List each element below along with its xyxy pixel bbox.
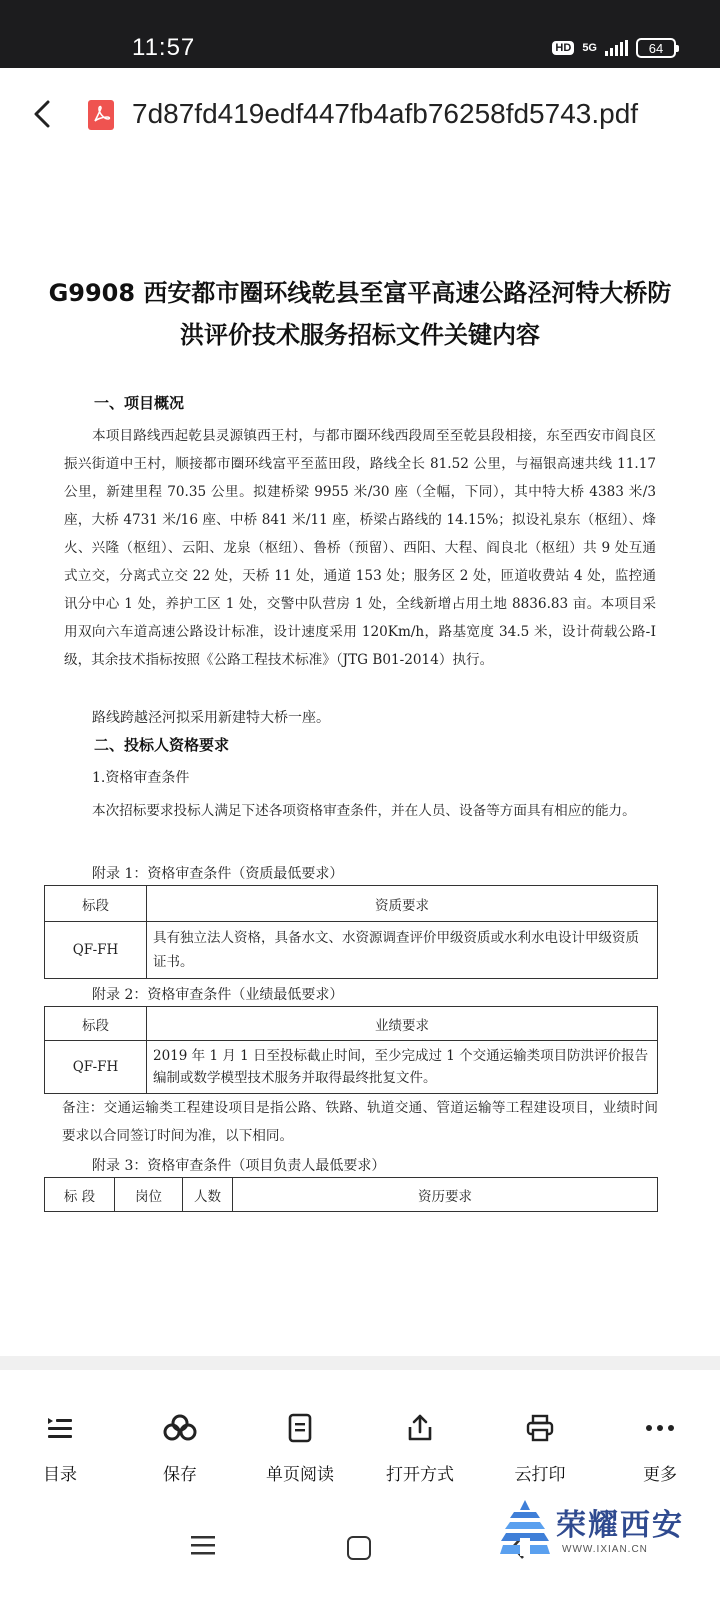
note-paragraph: 备注：交通运输类工程建设项目是指公路、铁路、轨道交通、管道运输等工程建设项目，业绩时间要求以合同签订时间为准，以下相同。 xyxy=(62,1100,658,1144)
table-header: 人数 xyxy=(183,1178,233,1212)
table-header: 资历要求 xyxy=(233,1178,658,1212)
watermark-url: WWW.IXIAN.CN xyxy=(562,1544,648,1555)
table-header: 标段 xyxy=(45,886,147,922)
appendix3-caption: 附录 3：资格审查条件（项目负责人最低要求） xyxy=(92,1158,386,1174)
toolbar-label: 更多 xyxy=(643,1465,677,1485)
section1-paragraph-2: 路线跨越泾河拟采用新建特大桥一座。 xyxy=(92,710,330,726)
table-cell: QF-FH xyxy=(45,922,147,979)
battery-icon xyxy=(636,38,676,58)
table-header: 资质要求 xyxy=(147,886,658,922)
pagoda-logo-icon xyxy=(500,1498,550,1562)
section2-heading: 二、投标人资格要求 xyxy=(94,736,230,754)
toolbar-item-toc[interactable] xyxy=(0,1400,120,1510)
table-cell: QF-FH xyxy=(45,1041,147,1094)
status-indicators xyxy=(552,38,676,58)
toolbar-item-single-page[interactable] xyxy=(240,1400,360,1510)
section2-paragraph: 本次招标要求投标人满足下述各项资格审查条件，并在人员、设备等方面具有相应的能力。 xyxy=(92,803,636,819)
list-icon xyxy=(42,1410,78,1446)
printer-icon xyxy=(522,1410,558,1446)
appendix2-table xyxy=(44,1006,658,1094)
battery-level: 64 xyxy=(648,40,664,56)
site-watermark xyxy=(500,1498,700,1568)
toolbar-item-save[interactable] xyxy=(120,1400,240,1510)
table-header: 岗位 xyxy=(115,1178,183,1212)
app-header xyxy=(0,68,720,160)
toolbar-label: 云打印 xyxy=(514,1465,566,1485)
table-header: 标 段 xyxy=(45,1178,115,1212)
watermark-text: 荣耀西安 xyxy=(556,1508,684,1543)
toolbar-item-open-with[interactable] xyxy=(360,1400,480,1510)
table-cell: 2019 年 1 月 1 日至投标截止时间，至少完成过 1 个交通运输类项目防洪评价报告编制或数学模型技术服务并取得最终批复文件。 xyxy=(147,1041,658,1094)
table-header: 业绩要求 xyxy=(147,1007,658,1041)
subsection-title: 1.资格审查条件 xyxy=(92,770,190,786)
toolbar-label: 保存 xyxy=(163,1465,197,1485)
doc-title: G9908 西安都市圈环线乾县至富平高速公路泾河特大桥防洪评价技术服务招标文件关键内容 xyxy=(48,279,672,349)
status-bar xyxy=(0,0,720,68)
bottom-toolbar xyxy=(0,1400,720,1510)
file-name: 7d87fd419edf447fb4afb76258fd5743.pdf xyxy=(132,98,639,129)
signal-icon xyxy=(605,40,628,56)
section1-paragraph: 本项目路线西起乾县灵源镇西王村，与都市圈环线西段周至至乾县段相接，东至西安市阎良区振兴街道中王村，顺接都市圈环线富平至蓝田段，路线全长 81.52 公里，与福银高速共线 11.17 公里，新建里程 70.35 公里。拟建桥梁 9955 米/30 座（全幅，下同），其中特大桥 4383 米/3 座，大桥 4731 米/16 座、中桥 841 米/11 座，桥梁占路线的 14.15%；拟设礼泉东（枢纽）、烽火、兴隆（枢纽）、云阳、龙泉（枢纽）、鲁桥（预留）、西阳、大程、阎良北（枢纽）共 9 处互通式立交，分离式立交 22 处，天桥 11 处，通道 153 处；服务区 2 处，匝道收费站 4 处，监控通讯分中心 1 处，养护工区 1 处，交警中队营房 1 处，全线新增占用土地 8836.83 亩。本项目采用双向六车道高速公路设计标准，设计速度采用 120Km/h，路基宽度 34.5 米，设计荷载公路-Ⅰ级，其余技术指标按照《公路工程技术标准》（JTG B01-2014）执行。 xyxy=(64,428,656,668)
toolbar-label: 目录 xyxy=(43,1465,77,1485)
cloud-save-icon xyxy=(162,1410,198,1446)
page-icon xyxy=(282,1410,318,1446)
hd-icon: HD xyxy=(552,41,574,55)
recents-icon[interactable] xyxy=(190,1534,216,1560)
home-icon[interactable] xyxy=(347,1536,371,1560)
appendix1-caption: 附录 1：资格审查条件（资质最低要求） xyxy=(92,866,344,882)
more-icon xyxy=(642,1410,678,1446)
network-type: 5G xyxy=(582,41,597,54)
page-separator xyxy=(0,1356,720,1370)
section1-heading: 一、项目概况 xyxy=(94,394,185,412)
share-icon xyxy=(402,1410,438,1446)
appendix2-caption: 附录 2：资格审查条件（业绩最低要求） xyxy=(92,987,344,1003)
appendix3-table xyxy=(44,1177,658,1212)
toolbar-item-cloud-print[interactable] xyxy=(480,1400,600,1510)
toolbar-item-more[interactable] xyxy=(600,1400,720,1510)
back-arrow-icon[interactable] xyxy=(30,94,60,134)
table-header: 标段 xyxy=(45,1007,147,1041)
toolbar-label: 打开方式 xyxy=(386,1465,454,1485)
pdf-page xyxy=(0,160,720,1356)
appendix1-table xyxy=(44,885,658,979)
table-cell: 具有独立法人资格，具备水文、水资源调查评价甲级资质或水利水电设计甲级资质证书。 xyxy=(147,922,658,979)
toolbar-label: 单页阅读 xyxy=(266,1465,334,1485)
pdf-file-icon xyxy=(88,100,114,130)
status-time: 11:57 xyxy=(132,34,196,61)
